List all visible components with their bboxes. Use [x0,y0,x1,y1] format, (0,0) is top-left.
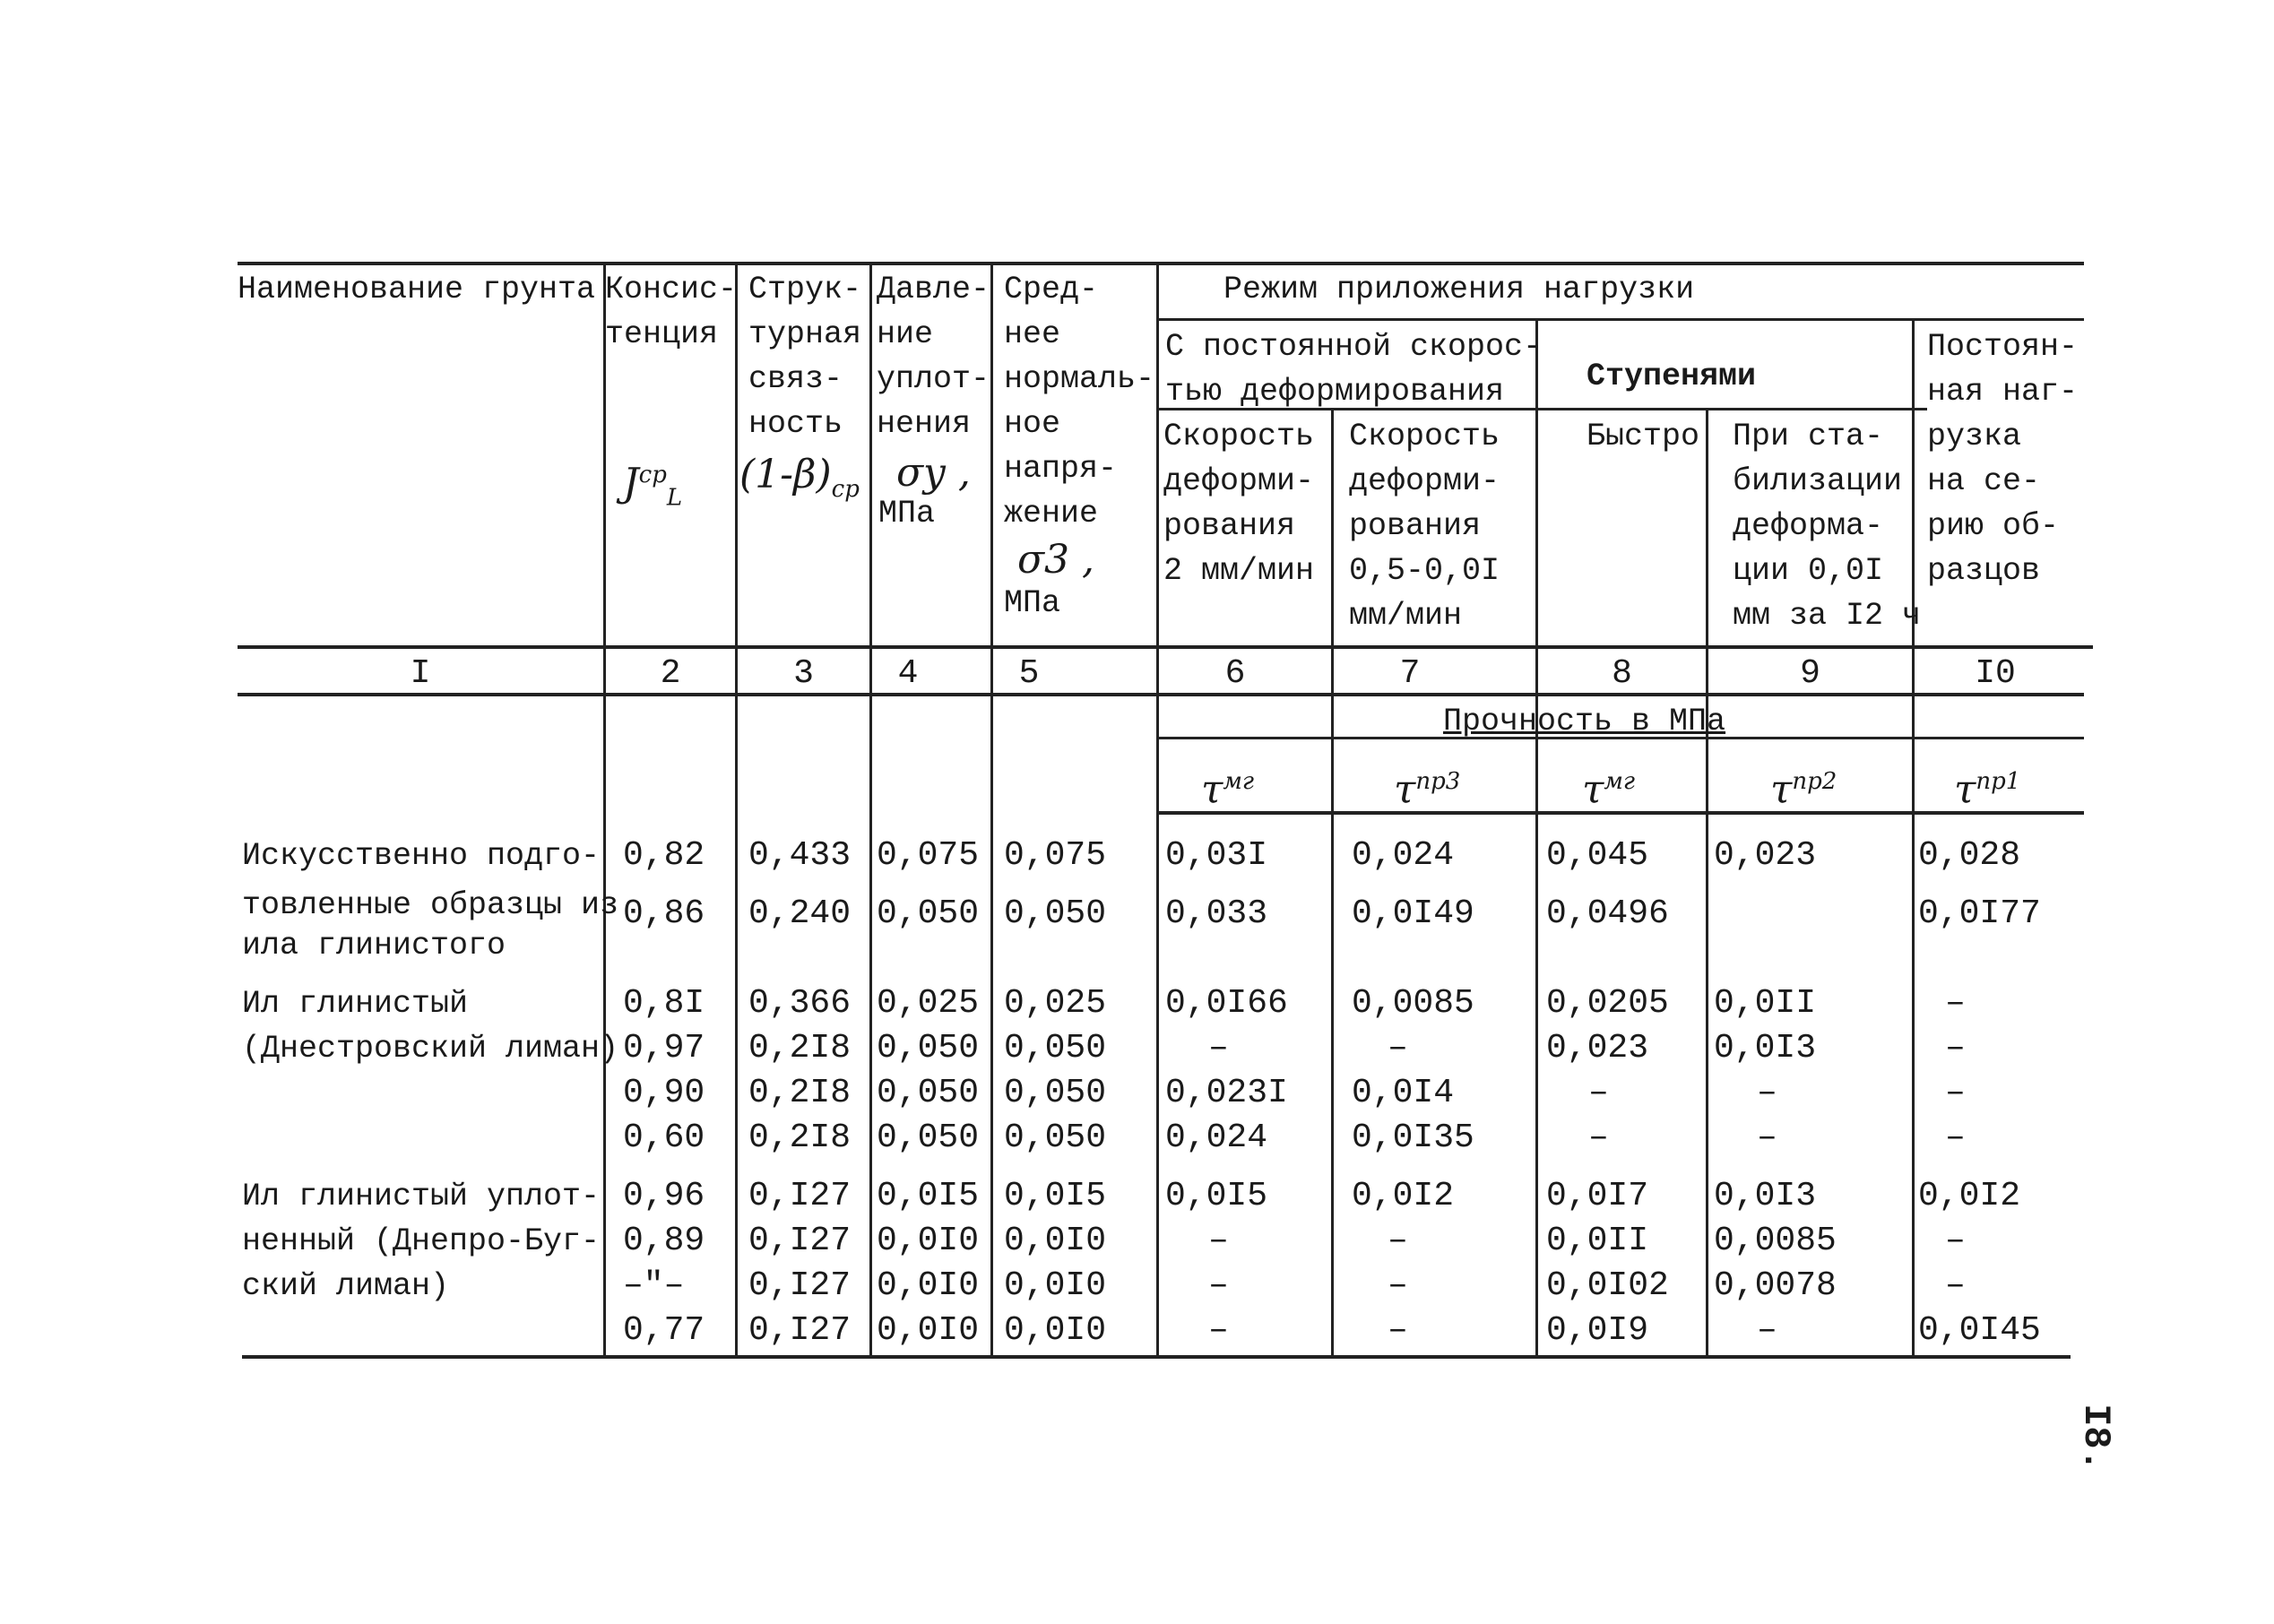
header-col6-line2: деформи- [1163,463,1315,499]
table-cell: 0,050 [877,1074,980,1112]
table-cell: 0,0I0 [877,1311,980,1350]
table-cell: – [1388,1029,1408,1067]
table-cell: – [1208,1311,1229,1350]
tau-symbol-10: $\tau^{пр1}$ [1954,766,2021,813]
regime-title: Режим приложения нагрузки [1223,272,1695,307]
table-cell: 0,075 [877,836,980,875]
regime-underline [1156,318,2084,321]
table-cell: 0,050 [877,1119,980,1157]
table-cell: 0,433 [748,836,852,875]
table-bottom-rule [242,1355,2071,1359]
table-cell: 0,023 [1714,836,1817,875]
table-cell: 0,050 [1004,1029,1107,1067]
col-divider-6 [1331,408,1334,1355]
header-col3-line4: ность [748,406,843,442]
header-col9-line2: билизации [1733,463,1903,499]
table-cell: 0,0I7 [1546,1177,1649,1215]
group1-name-line2: товленные образцы из [242,887,619,923]
table-cell: 0,86 [623,894,705,933]
header-col7-line1: Скорость [1349,419,1500,454]
col-number-10: I0 [1975,654,2016,693]
table-cell: – [1945,984,1966,1023]
header-col4-unit: МПа [878,496,936,531]
col-number-9: 9 [1800,654,1820,693]
header-col5-unit: МПа [1004,585,1061,621]
col-divider-9 [1912,318,1915,1355]
table-cell: 0,0I77 [1918,894,2041,933]
header-col8: Быстро [1587,419,1700,454]
table-cell: 0,023I [1165,1074,1288,1112]
col-number-6: 6 [1224,654,1246,693]
table-cell: – [1945,1119,1966,1157]
table-cell: 0,0I2 [1352,1177,1455,1215]
table-cell: 0,366 [748,984,852,1023]
table-cell: 0,0I0 [1004,1266,1107,1305]
group3-name-line1: Ил глинистый уплот- [242,1179,601,1214]
header-col3-line2: турная [748,316,862,352]
header-col7-line4: 0,5-0,0I [1349,553,1500,589]
col-number-1: I [410,654,431,693]
table-cell: 0,0I45 [1918,1311,2041,1350]
header-col5-line1: Сред- [1004,272,1099,307]
table-cell: 0,0I0 [1004,1222,1107,1260]
col-divider-3 [869,262,872,1355]
header-col6-line3: рования [1163,508,1296,544]
compaction-pressure-symbol: σy , [896,450,971,496]
header-col7-line5: мм/мин [1349,598,1463,634]
table-cell: 0,0I49 [1352,894,1474,933]
table-cell: 0,023 [1546,1029,1649,1067]
header-col7-line3: рования [1349,508,1482,544]
table-cell: – [1388,1266,1408,1305]
table-cell: 0,050 [1004,1119,1107,1157]
col-divider-2 [735,262,738,1355]
table-cell: 0,89 [623,1222,705,1260]
header-col9-line1: При ста- [1733,419,1884,454]
table-cell: 0,025 [877,984,980,1023]
table-cell: 0,2I8 [748,1029,852,1067]
table-cell: – [1588,1119,1609,1157]
table-cell: – [1388,1311,1408,1350]
table-cell: – [1388,1222,1408,1260]
page-number: I8. [2073,1404,2117,1472]
header-col2-line1: Консис- [605,272,738,307]
col-divider-5 [1156,262,1159,1355]
table-cell: 0,0I66 [1165,984,1288,1023]
col-divider-1 [603,262,606,1355]
table-cell: 0,2I8 [748,1074,852,1112]
table-cell: 0,0I5 [877,1177,980,1215]
col-number-7: 7 [1399,654,1421,693]
table-cell: 0,8I [623,984,705,1023]
table-cell: 0,0I3 [1714,1029,1817,1067]
table-cell: 0,050 [1004,1074,1107,1112]
const-load-line6: разцов [1927,553,2041,589]
steps-title: Ступенями [1587,358,1757,394]
table-cell: 0,0205 [1546,984,1669,1023]
table-cell: 0,I27 [748,1222,852,1260]
tau-symbol-9: $\tau^{пр2}$ [1770,766,1837,813]
col-divider-7 [1535,318,1538,1355]
table-cell: 0,60 [623,1119,705,1157]
table-cell: 0,0II [1546,1222,1649,1260]
const-speed-line1: С постоянной скорос- [1165,329,1543,365]
table-cell: 0,0II [1714,984,1817,1023]
table-cell: 0,2I8 [748,1119,852,1157]
table-cell: 0,024 [1165,1119,1268,1157]
table-cell: – [1208,1029,1229,1067]
table-cell: 0,0I4 [1352,1074,1455,1112]
table-cell: 0,0I0 [1004,1311,1107,1350]
const-load-line1: Постоян- [1927,329,2079,365]
table-cell: 0,96 [623,1177,705,1215]
header-col5-line4: ное [1004,406,1061,442]
header-col3-line3: связ- [748,361,843,397]
table-cell: 0,0I02 [1546,1266,1669,1305]
group1-name-line1: Искусственно подго- [242,838,601,874]
const-load-line5: рию об- [1927,508,2060,544]
header-col7-line2: деформи- [1349,463,1500,499]
table-cell: 0,90 [623,1074,705,1112]
col-divider-8 [1706,408,1708,1355]
table-cell: 0,0496 [1546,894,1669,933]
header-col2-line2: тенция [605,316,719,352]
table-cell: – [1757,1074,1777,1112]
table-cell: 0,050 [877,1029,980,1067]
table-cell: 0,024 [1352,836,1455,875]
table-cell: 0,I27 [748,1311,852,1350]
header-col4-line3: уплот- [877,361,990,397]
const-load-line2: ная наг- [1927,374,2079,410]
cohesion-symbol: $(1-\beta)_{ср}$ [739,452,860,503]
table-cell: – [1208,1266,1229,1305]
consistency-symbol: $J^{ср}_L$ [623,460,683,512]
col-divider-4 [990,262,993,1355]
table-cell: – [1757,1311,1777,1350]
header-col5-line6: жение [1004,496,1099,531]
const-load-line4: на се- [1927,463,2041,499]
group3-name-line2: ненный (Днепро-Буг- [242,1223,601,1259]
header-bottom-rule [238,645,2093,649]
group2-name-line2: (Днестровский лиман) [242,1031,619,1067]
table-cell: – [1757,1119,1777,1157]
table-cell: – [1945,1029,1966,1067]
header-col4-line4: нения [877,406,972,442]
header-col9-line4: ции 0,0I [1733,553,1884,589]
header-col6-line4: 2 мм/мин [1163,553,1315,589]
tau-symbol-6: $\tau^{мг}$ [1201,766,1255,813]
col-number-4: 4 [897,654,919,693]
table-cell: – [1945,1222,1966,1260]
table-cell: 0,045 [1546,836,1649,875]
strength-caption: Прочность в МПа [1443,704,1726,739]
table-cell: 0,050 [1004,894,1107,933]
table-cell: 0,0I35 [1352,1119,1474,1157]
table-cell: –"– [623,1266,685,1305]
table-cell: 0,0I3 [1714,1177,1817,1215]
table-cell: 0,0I0 [877,1266,980,1305]
tau-symbol-8: $\tau^{мг}$ [1582,766,1636,813]
group2-name-line1: Ил глинистый [242,986,469,1022]
group3-name-line3: ский лиман) [242,1268,450,1304]
header-col9-line5: мм за I2 ч [1733,598,1922,634]
col-number-8: 8 [1612,654,1632,693]
const-speed-line2: тью деформирования [1165,374,1505,410]
table-cell: 0,0085 [1714,1222,1837,1260]
tau-symbol-7: $\tau^{пр3}$ [1394,766,1461,813]
header-col6-line1: Скорость [1163,419,1315,454]
table-cell: 0,0I5 [1165,1177,1268,1215]
table-cell: 0,028 [1918,836,2021,875]
header-col4-line1: Давле- [877,272,990,307]
table-cell: – [1945,1074,1966,1112]
header-col5-line5: напря- [1004,451,1118,487]
table-cell: 0,025 [1004,984,1107,1023]
table-cell: 0,0I0 [877,1222,980,1260]
header-col5-line2: нее [1004,316,1061,352]
table-cell: 0,050 [877,894,980,933]
const-load-line3: рузка [1927,419,2022,454]
table-cell: 0,0I2 [1918,1177,2021,1215]
table-cell: 0,82 [623,836,705,875]
table-cell: 0,0I5 [1004,1177,1107,1215]
table-top-rule [238,262,2084,265]
table-cell: 0,033 [1165,894,1268,933]
table-cell: – [1945,1266,1966,1305]
header-col9-line3: деформа- [1733,508,1884,544]
col-number-3: 3 [793,654,814,693]
table-cell: 0,075 [1004,836,1107,875]
group1-name-line3: ила глинистого [242,928,506,963]
table-cell: 0,0I9 [1546,1311,1649,1350]
table-cell: 0,97 [623,1029,705,1067]
header-col4-line2: ние [877,316,934,352]
table-cell: – [1208,1222,1229,1260]
header-col1: Наименование грунта [238,272,596,307]
header-col3-line1: Струк- [748,272,862,307]
col-number-2: 2 [660,654,681,693]
normal-stress-symbol: σ3 , [1017,537,1095,583]
table-cell: 0,240 [748,894,852,933]
table-cell: 0,77 [623,1311,705,1350]
table-cell: 0,0085 [1352,984,1474,1023]
table-cell: 0,03I [1165,836,1268,875]
header-col5-line3: нормаль- [1004,361,1155,397]
table-cell: 0,I27 [748,1177,852,1215]
table-cell: 0,0078 [1714,1266,1837,1305]
col-number-5: 5 [1018,654,1040,693]
table-cell: 0,I27 [748,1266,852,1305]
table-cell: – [1588,1074,1609,1112]
